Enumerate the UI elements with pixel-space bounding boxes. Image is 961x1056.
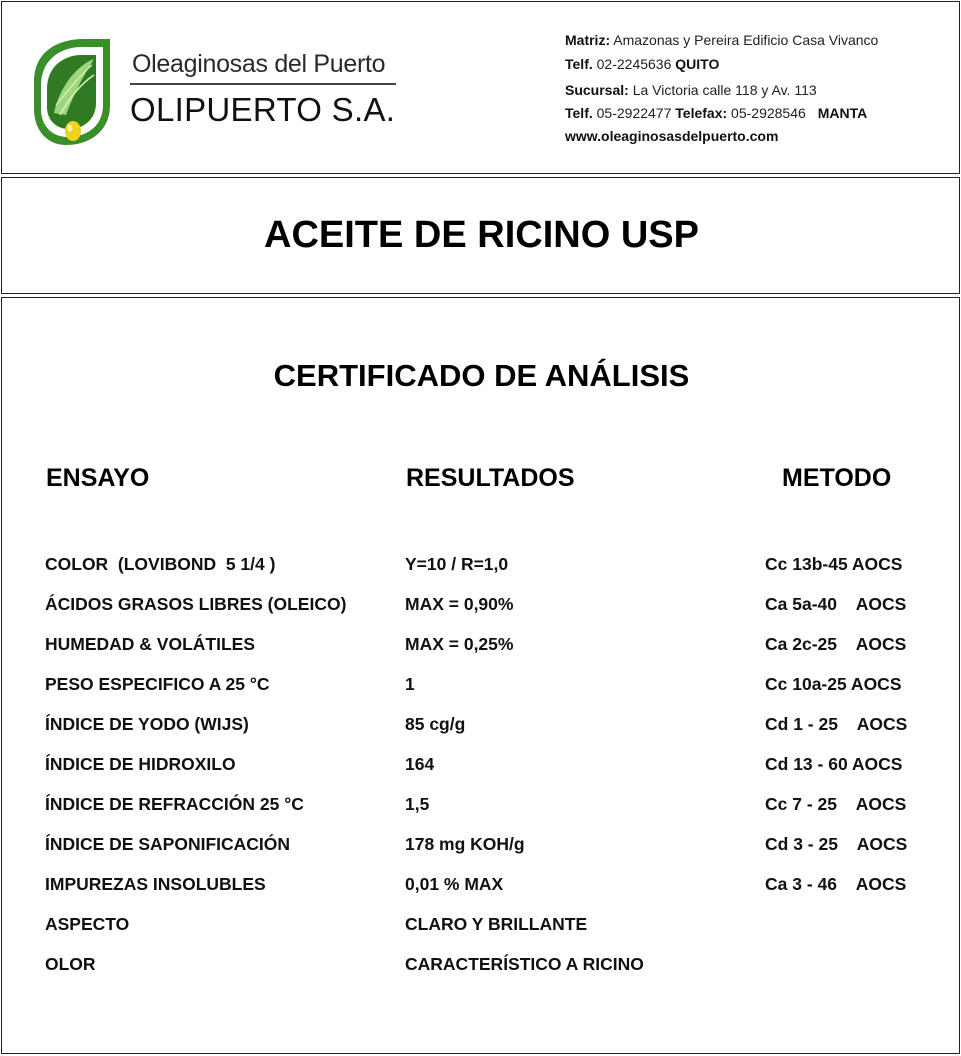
test-name: PESO ESPECIFICO A 25 °C	[45, 674, 270, 694]
sucursal-label: Sucursal:	[565, 82, 629, 98]
test-result: MAX = 0,90%	[405, 594, 514, 614]
website-line	[565, 128, 778, 144]
city-manta: MANTA	[817, 105, 868, 121]
telf-label: Telf.	[565, 56, 593, 72]
table-row	[2, 874, 961, 898]
test-name: ÍNDICE DE HIDROXILO	[45, 754, 236, 774]
product-title-box	[1, 177, 960, 294]
sucursal-line	[565, 82, 817, 98]
test-name: HUMEDAD & VOLÁTILES	[45, 634, 255, 654]
table-row	[2, 794, 961, 818]
product-title: ACEITE DE RICINO USP	[264, 214, 699, 256]
manta-phone: 05-2922477	[596, 105, 672, 121]
test-method: Ca 3 - 46 AOCS	[765, 874, 907, 894]
test-result: MAX = 0,25%	[405, 634, 514, 654]
manta-telefax: 05-2928546	[731, 105, 806, 121]
table-row	[2, 914, 961, 938]
column-header-method: METODO	[782, 464, 892, 492]
table-row	[2, 554, 961, 578]
matriz-label: Matriz:	[565, 32, 611, 48]
test-name: ASPECTO	[45, 914, 130, 934]
certificate-box	[1, 297, 960, 1054]
table-row	[2, 754, 961, 778]
city-quito: QUITO	[675, 56, 720, 72]
test-name: OLOR	[45, 954, 96, 974]
test-method: Cc 10a-25 AOCS	[765, 674, 902, 694]
test-name: COLOR (LOVIBOND 5 1/4 )	[45, 554, 276, 574]
brand-divider	[130, 83, 396, 85]
certificate-title: CERTIFICADO DE ANÁLISIS	[273, 358, 690, 393]
test-name: IMPUREZAS INSOLUBLES	[45, 874, 266, 894]
test-result: 164	[405, 754, 435, 774]
test-name: ÍNDICE DE REFRACCIÓN 25 °C	[45, 794, 304, 814]
test-result: CLARO Y BRILLANTE	[405, 914, 588, 934]
palm-leaf-oil-drop-icon	[26, 35, 114, 147]
test-result: 0,01 % MAX	[405, 874, 504, 894]
table-row	[2, 594, 961, 618]
test-method: Cd 3 - 25 AOCS	[765, 834, 908, 854]
letterhead	[1, 1, 960, 174]
sucursal-address: La Victoria calle 118 y Av. 113	[632, 82, 817, 98]
table-row	[2, 634, 961, 658]
test-method: Cd 1 - 25 AOCS	[765, 714, 908, 734]
table-row	[2, 834, 961, 858]
test-result: 85 cg/g	[405, 714, 466, 734]
test-method: Ca 2c-25 AOCS	[765, 634, 907, 654]
column-header-result: RESULTADOS	[406, 464, 575, 492]
test-name: ÍNDICE DE SAPONIFICACIÓN	[45, 834, 291, 854]
website-link[interactable]: www.oleaginosasdelpuerto.com	[565, 128, 779, 144]
test-method: Cc 13b-45 AOCS	[765, 554, 903, 574]
quito-phone: 02-2245636	[596, 56, 672, 72]
test-result: 1,5	[405, 794, 430, 814]
test-method: Cc 7 - 25 AOCS	[765, 794, 907, 814]
company-name: OLIPUERTO S.A.	[130, 91, 396, 128]
test-result: 178 mg KOH/g	[405, 834, 525, 854]
test-result: CARACTERÍSTICO A RICINO	[405, 954, 644, 974]
table-row	[2, 674, 961, 698]
manta-phone-line	[565, 105, 867, 121]
matriz-line	[565, 32, 878, 48]
test-method: Ca 5a-40 AOCS	[765, 594, 907, 614]
test-method: Cd 13 - 60 AOCS	[765, 754, 903, 774]
brand-name: Oleaginosas del Puerto	[132, 50, 386, 78]
telefax-label: Telefax:	[675, 105, 728, 121]
test-name: ÍNDICE DE YODO (WIJS)	[45, 714, 249, 734]
column-header-test: ENSAYO	[46, 464, 150, 492]
table-row	[2, 714, 961, 738]
telf-label-2: Telf.	[565, 105, 593, 121]
quito-phone-line	[565, 56, 719, 72]
test-name: ÁCIDOS GRASOS LIBRES (OLEICO)	[45, 594, 347, 614]
matriz-address: Amazonas y Pereira Edificio Casa Vivanco	[613, 32, 879, 48]
table-row	[2, 954, 961, 978]
test-result: 1	[405, 674, 415, 694]
test-result: Y=10 / R=1,0	[405, 554, 509, 574]
